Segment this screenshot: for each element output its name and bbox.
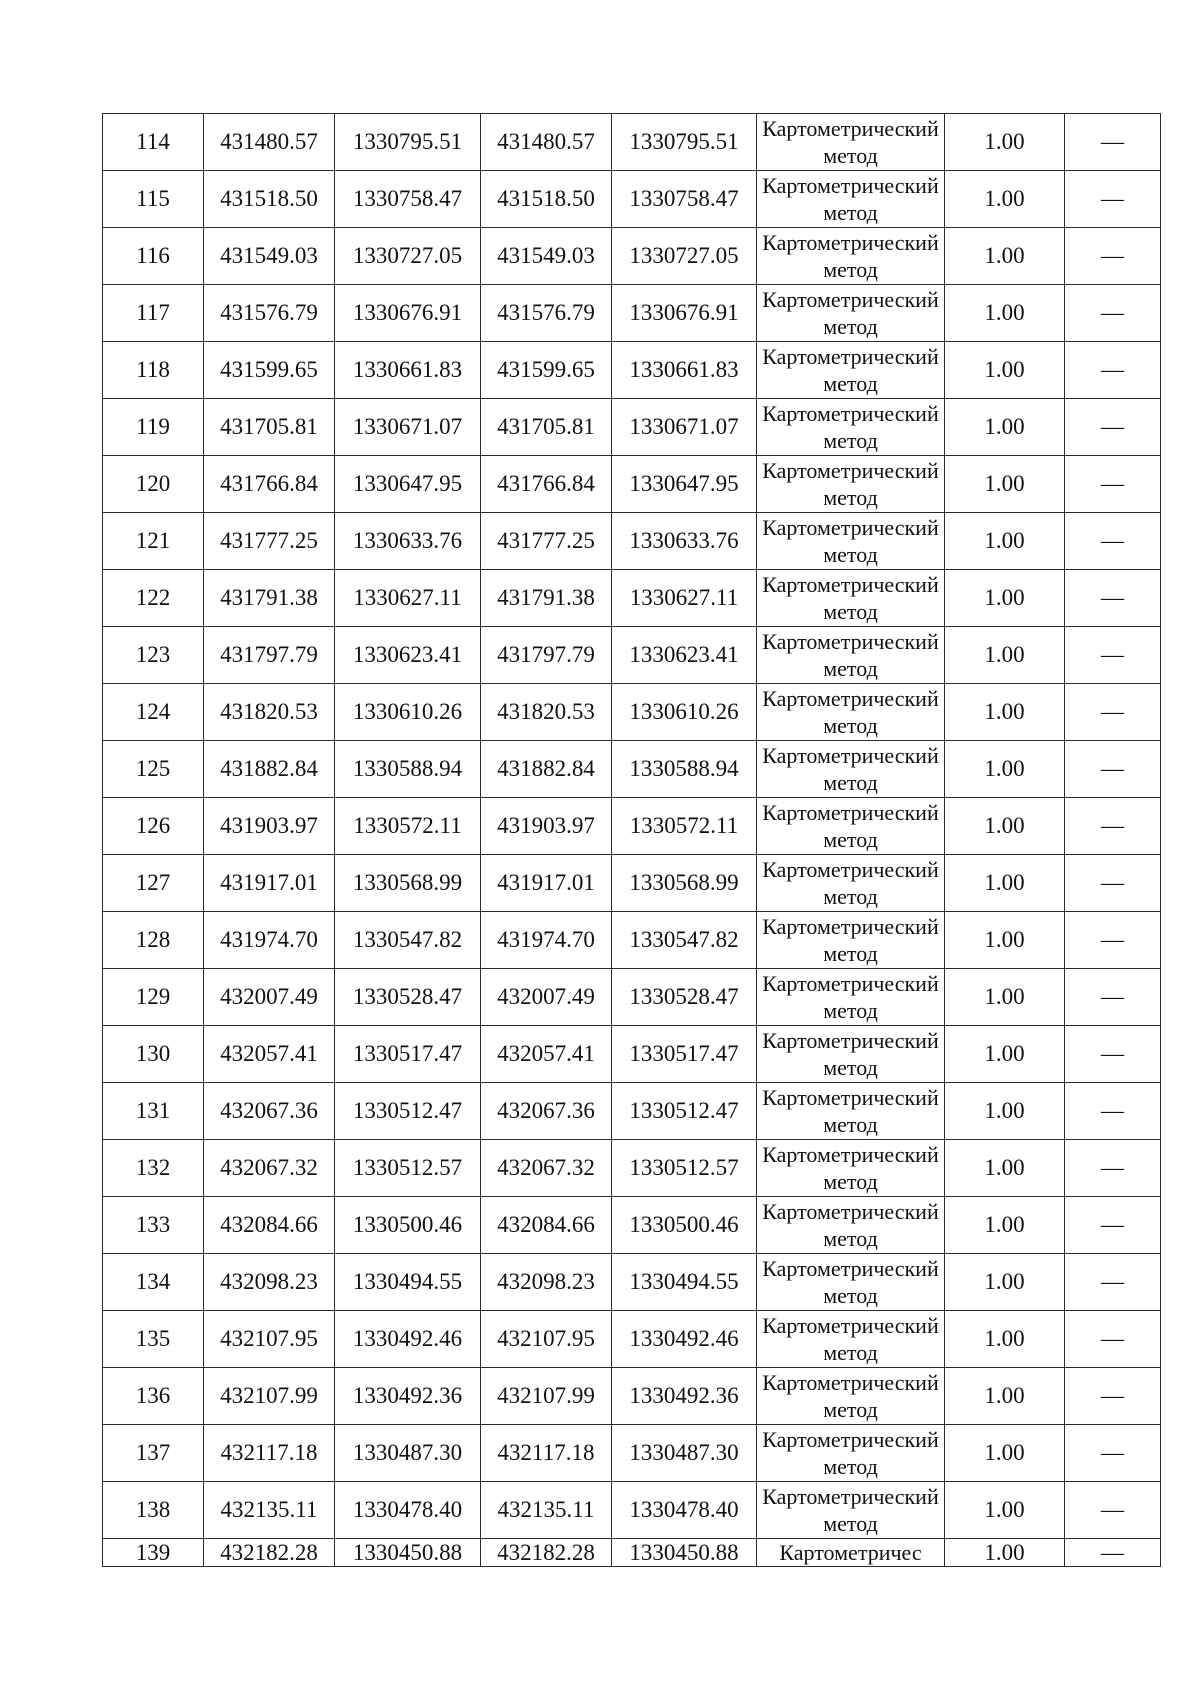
method-cell: Картометрический метод: [757, 1026, 945, 1083]
note-cell: —: [1065, 114, 1161, 171]
refined-x-cell: 432107.99: [481, 1368, 612, 1425]
existing-x-cell: 432007.49: [204, 969, 335, 1026]
method-cell: Картометрический метод: [757, 798, 945, 855]
table-row: [103, 285, 1161, 342]
refined-y-cell: 1330478.40: [612, 1482, 757, 1539]
refined-x-cell: 431797.79: [481, 627, 612, 684]
accuracy-cell: 1.00: [945, 342, 1065, 399]
refined-y-cell: 1330528.47: [612, 969, 757, 1026]
existing-y-cell: 1330623.41: [335, 627, 481, 684]
point-number-cell: 115: [103, 171, 204, 228]
method-cell: Картометрический метод: [757, 285, 945, 342]
method-cell: Картометрический метод: [757, 1425, 945, 1482]
note-cell: —: [1065, 456, 1161, 513]
note-cell: —: [1065, 171, 1161, 228]
accuracy-cell: 1.00: [945, 969, 1065, 1026]
method-cell: Картометрический метод: [757, 741, 945, 798]
note-cell: —: [1065, 399, 1161, 456]
accuracy-cell: 1.00: [945, 1140, 1065, 1197]
note-cell: —: [1065, 285, 1161, 342]
existing-y-cell: 1330671.07: [335, 399, 481, 456]
accuracy-cell: 1.00: [945, 1197, 1065, 1254]
existing-x-cell: 431917.01: [204, 855, 335, 912]
method-cell: Картометрический метод: [757, 855, 945, 912]
method-cell: Картометрический метод: [757, 627, 945, 684]
table-row: [103, 1197, 1161, 1254]
existing-y-cell: 1330676.91: [335, 285, 481, 342]
point-number-cell: 122: [103, 570, 204, 627]
refined-y-cell: 1330517.47: [612, 1026, 757, 1083]
refined-x-cell: 431917.01: [481, 855, 612, 912]
existing-y-cell: 1330512.57: [335, 1140, 481, 1197]
accuracy-cell: 1.00: [945, 399, 1065, 456]
existing-x-cell: 432135.11: [204, 1482, 335, 1539]
point-number-cell: 138: [103, 1482, 204, 1539]
point-number-cell: 126: [103, 798, 204, 855]
refined-y-cell: 1330671.07: [612, 399, 757, 456]
coordinates-table: [102, 113, 1161, 1567]
note-cell: —: [1065, 1482, 1161, 1539]
existing-x-cell: 431777.25: [204, 513, 335, 570]
accuracy-cell: 1.00: [945, 741, 1065, 798]
method-cell: Картометрический метод: [757, 399, 945, 456]
refined-x-cell: 431518.50: [481, 171, 612, 228]
table-row: [103, 855, 1161, 912]
table-row: [103, 912, 1161, 969]
existing-y-cell: 1330795.51: [335, 114, 481, 171]
existing-y-cell: 1330627.11: [335, 570, 481, 627]
table-row: [103, 798, 1161, 855]
existing-y-cell: 1330588.94: [335, 741, 481, 798]
point-number-cell: 129: [103, 969, 204, 1026]
refined-x-cell: 432057.41: [481, 1026, 612, 1083]
existing-y-cell: 1330633.76: [335, 513, 481, 570]
point-number-cell: 118: [103, 342, 204, 399]
table-row: [103, 1254, 1161, 1311]
point-number-cell: 114: [103, 114, 204, 171]
existing-x-cell: 432107.95: [204, 1311, 335, 1368]
table-row: [103, 1083, 1161, 1140]
refined-y-cell: 1330623.41: [612, 627, 757, 684]
accuracy-cell: 1.00: [945, 1368, 1065, 1425]
point-number-cell: 117: [103, 285, 204, 342]
note-cell: —: [1065, 798, 1161, 855]
existing-y-cell: 1330528.47: [335, 969, 481, 1026]
existing-x-cell: 431820.53: [204, 684, 335, 741]
existing-x-cell: 431903.97: [204, 798, 335, 855]
refined-y-cell: 1330487.30: [612, 1425, 757, 1482]
existing-y-cell: 1330492.36: [335, 1368, 481, 1425]
accuracy-cell: 1.00: [945, 171, 1065, 228]
existing-y-cell: 1330492.46: [335, 1311, 481, 1368]
point-number-cell: 128: [103, 912, 204, 969]
existing-x-cell: 431549.03: [204, 228, 335, 285]
existing-x-cell: 431518.50: [204, 171, 335, 228]
accuracy-cell: 1.00: [945, 1254, 1065, 1311]
table-row: [103, 1311, 1161, 1368]
existing-y-cell: 1330661.83: [335, 342, 481, 399]
point-number-cell: 127: [103, 855, 204, 912]
existing-x-cell: 431705.81: [204, 399, 335, 456]
table-body: [103, 114, 1161, 1567]
method-cell: Картометрический метод: [757, 570, 945, 627]
accuracy-cell: 1.00: [945, 456, 1065, 513]
refined-x-cell: 432084.66: [481, 1197, 612, 1254]
method-cell: Картометрический метод: [757, 114, 945, 171]
refined-x-cell: 431820.53: [481, 684, 612, 741]
note-cell: —: [1065, 1083, 1161, 1140]
accuracy-cell: 1.00: [945, 1482, 1065, 1539]
existing-x-cell: 431797.79: [204, 627, 335, 684]
note-cell: —: [1065, 228, 1161, 285]
note-cell: —: [1065, 1311, 1161, 1368]
existing-x-cell: 432117.18: [204, 1425, 335, 1482]
table-row: [103, 228, 1161, 285]
refined-y-cell: 1330588.94: [612, 741, 757, 798]
accuracy-cell: 1.00: [945, 1083, 1065, 1140]
refined-y-cell: 1330492.46: [612, 1311, 757, 1368]
point-number-cell: 131: [103, 1083, 204, 1140]
existing-y-cell: 1330487.30: [335, 1425, 481, 1482]
refined-y-cell: 1330627.11: [612, 570, 757, 627]
table-row: [103, 399, 1161, 456]
point-number-cell: 123: [103, 627, 204, 684]
refined-x-cell: 432182.28: [481, 1539, 612, 1567]
accuracy-cell: 1.00: [945, 1311, 1065, 1368]
method-cell: Картометрический метод: [757, 228, 945, 285]
existing-x-cell: 432057.41: [204, 1026, 335, 1083]
refined-y-cell: 1330568.99: [612, 855, 757, 912]
table-row: [103, 684, 1161, 741]
note-cell: —: [1065, 1197, 1161, 1254]
refined-x-cell: 431766.84: [481, 456, 612, 513]
existing-y-cell: 1330547.82: [335, 912, 481, 969]
existing-x-cell: 432067.36: [204, 1083, 335, 1140]
method-cell: Картометрический метод: [757, 342, 945, 399]
note-cell: —: [1065, 1539, 1161, 1567]
existing-y-cell: 1330450.88: [335, 1539, 481, 1567]
accuracy-cell: 1.00: [945, 228, 1065, 285]
method-cell: Картометрический метод: [757, 1197, 945, 1254]
existing-y-cell: 1330572.11: [335, 798, 481, 855]
note-cell: —: [1065, 1026, 1161, 1083]
refined-x-cell: 432007.49: [481, 969, 612, 1026]
table-row: [103, 513, 1161, 570]
point-number-cell: 139: [103, 1539, 204, 1567]
existing-y-cell: 1330568.99: [335, 855, 481, 912]
existing-y-cell: 1330647.95: [335, 456, 481, 513]
point-number-cell: 136: [103, 1368, 204, 1425]
accuracy-cell: 1.00: [945, 570, 1065, 627]
point-number-cell: 137: [103, 1425, 204, 1482]
point-number-cell: 133: [103, 1197, 204, 1254]
accuracy-cell: 1.00: [945, 114, 1065, 171]
note-cell: —: [1065, 1368, 1161, 1425]
existing-y-cell: 1330494.55: [335, 1254, 481, 1311]
existing-x-cell: 431791.38: [204, 570, 335, 627]
method-cell: Картометрический метод: [757, 969, 945, 1026]
existing-y-cell: 1330610.26: [335, 684, 481, 741]
existing-y-cell: 1330758.47: [335, 171, 481, 228]
refined-x-cell: 431705.81: [481, 399, 612, 456]
existing-x-cell: 431599.65: [204, 342, 335, 399]
note-cell: —: [1065, 741, 1161, 798]
accuracy-cell: 1.00: [945, 912, 1065, 969]
table-row: [103, 627, 1161, 684]
table-row: [103, 171, 1161, 228]
existing-y-cell: 1330727.05: [335, 228, 481, 285]
method-cell: Картометрический метод: [757, 513, 945, 570]
refined-x-cell: 432135.11: [481, 1482, 612, 1539]
note-cell: —: [1065, 1425, 1161, 1482]
accuracy-cell: 1.00: [945, 1026, 1065, 1083]
accuracy-cell: 1.00: [945, 1425, 1065, 1482]
note-cell: —: [1065, 1140, 1161, 1197]
point-number-cell: 135: [103, 1311, 204, 1368]
refined-x-cell: 432107.95: [481, 1311, 612, 1368]
refined-y-cell: 1330795.51: [612, 114, 757, 171]
refined-x-cell: 431549.03: [481, 228, 612, 285]
refined-x-cell: 432067.32: [481, 1140, 612, 1197]
table-row: [103, 1368, 1161, 1425]
table-row: [103, 456, 1161, 513]
existing-y-cell: 1330517.47: [335, 1026, 481, 1083]
refined-y-cell: 1330500.46: [612, 1197, 757, 1254]
method-cell: Картометрический метод: [757, 684, 945, 741]
refined-y-cell: 1330572.11: [612, 798, 757, 855]
existing-x-cell: 432084.66: [204, 1197, 335, 1254]
point-number-cell: 121: [103, 513, 204, 570]
refined-x-cell: 431777.25: [481, 513, 612, 570]
refined-x-cell: 432098.23: [481, 1254, 612, 1311]
accuracy-cell: 1.00: [945, 513, 1065, 570]
table-row: [103, 1425, 1161, 1482]
refined-y-cell: 1330661.83: [612, 342, 757, 399]
existing-x-cell: 432182.28: [204, 1539, 335, 1567]
accuracy-cell: 1.00: [945, 798, 1065, 855]
method-cell: Картометрический метод: [757, 171, 945, 228]
note-cell: —: [1065, 855, 1161, 912]
note-cell: —: [1065, 684, 1161, 741]
table-row: [103, 741, 1161, 798]
table-row: [103, 570, 1161, 627]
point-number-cell: 125: [103, 741, 204, 798]
note-cell: —: [1065, 912, 1161, 969]
existing-x-cell: 431480.57: [204, 114, 335, 171]
point-number-cell: 130: [103, 1026, 204, 1083]
refined-x-cell: 431903.97: [481, 798, 612, 855]
table-row: [103, 1482, 1161, 1539]
note-cell: —: [1065, 969, 1161, 1026]
note-cell: —: [1065, 513, 1161, 570]
point-number-cell: 134: [103, 1254, 204, 1311]
existing-x-cell: 431576.79: [204, 285, 335, 342]
existing-y-cell: 1330512.47: [335, 1083, 481, 1140]
coordinates-table-page: [102, 113, 1160, 1567]
method-cell: Картометрический метод: [757, 912, 945, 969]
point-number-cell: 120: [103, 456, 204, 513]
method-cell: Картометрический метод: [757, 1311, 945, 1368]
existing-y-cell: 1330500.46: [335, 1197, 481, 1254]
refined-y-cell: 1330647.95: [612, 456, 757, 513]
note-cell: —: [1065, 342, 1161, 399]
refined-y-cell: 1330512.47: [612, 1083, 757, 1140]
refined-y-cell: 1330547.82: [612, 912, 757, 969]
method-cell: Картометрический метод: [757, 456, 945, 513]
note-cell: —: [1065, 627, 1161, 684]
table-row: [103, 1026, 1161, 1083]
refined-y-cell: 1330758.47: [612, 171, 757, 228]
method-cell: Картометрический метод: [757, 1254, 945, 1311]
accuracy-cell: 1.00: [945, 1539, 1065, 1567]
existing-x-cell: 432107.99: [204, 1368, 335, 1425]
table-row: [103, 1539, 1161, 1567]
accuracy-cell: 1.00: [945, 627, 1065, 684]
existing-x-cell: 432098.23: [204, 1254, 335, 1311]
note-cell: —: [1065, 1254, 1161, 1311]
refined-x-cell: 431599.65: [481, 342, 612, 399]
refined-x-cell: 432067.36: [481, 1083, 612, 1140]
refined-y-cell: 1330633.76: [612, 513, 757, 570]
refined-x-cell: 431480.57: [481, 114, 612, 171]
refined-x-cell: 431974.70: [481, 912, 612, 969]
point-number-cell: 119: [103, 399, 204, 456]
table-row: [103, 1140, 1161, 1197]
refined-y-cell: 1330492.36: [612, 1368, 757, 1425]
method-cell: Картометрический метод: [757, 1368, 945, 1425]
refined-y-cell: 1330494.55: [612, 1254, 757, 1311]
table-row: [103, 342, 1161, 399]
accuracy-cell: 1.00: [945, 285, 1065, 342]
point-number-cell: 124: [103, 684, 204, 741]
method-cell: Картометрический метод: [757, 1482, 945, 1539]
refined-y-cell: 1330610.26: [612, 684, 757, 741]
existing-x-cell: 431882.84: [204, 741, 335, 798]
existing-x-cell: 431974.70: [204, 912, 335, 969]
refined-x-cell: 431791.38: [481, 570, 612, 627]
table-row: [103, 969, 1161, 1026]
accuracy-cell: 1.00: [945, 855, 1065, 912]
existing-y-cell: 1330478.40: [335, 1482, 481, 1539]
refined-x-cell: 431576.79: [481, 285, 612, 342]
method-cell: Картометрический метод: [757, 1140, 945, 1197]
refined-y-cell: 1330512.57: [612, 1140, 757, 1197]
accuracy-cell: 1.00: [945, 684, 1065, 741]
existing-x-cell: 432067.32: [204, 1140, 335, 1197]
point-number-cell: 132: [103, 1140, 204, 1197]
method-cell: Картометричес: [757, 1539, 945, 1567]
method-cell: Картометрический метод: [757, 1083, 945, 1140]
table-row: [103, 114, 1161, 171]
existing-x-cell: 431766.84: [204, 456, 335, 513]
refined-y-cell: 1330676.91: [612, 285, 757, 342]
refined-y-cell: 1330727.05: [612, 228, 757, 285]
point-number-cell: 116: [103, 228, 204, 285]
refined-y-cell: 1330450.88: [612, 1539, 757, 1567]
refined-x-cell: 432117.18: [481, 1425, 612, 1482]
refined-x-cell: 431882.84: [481, 741, 612, 798]
note-cell: —: [1065, 570, 1161, 627]
